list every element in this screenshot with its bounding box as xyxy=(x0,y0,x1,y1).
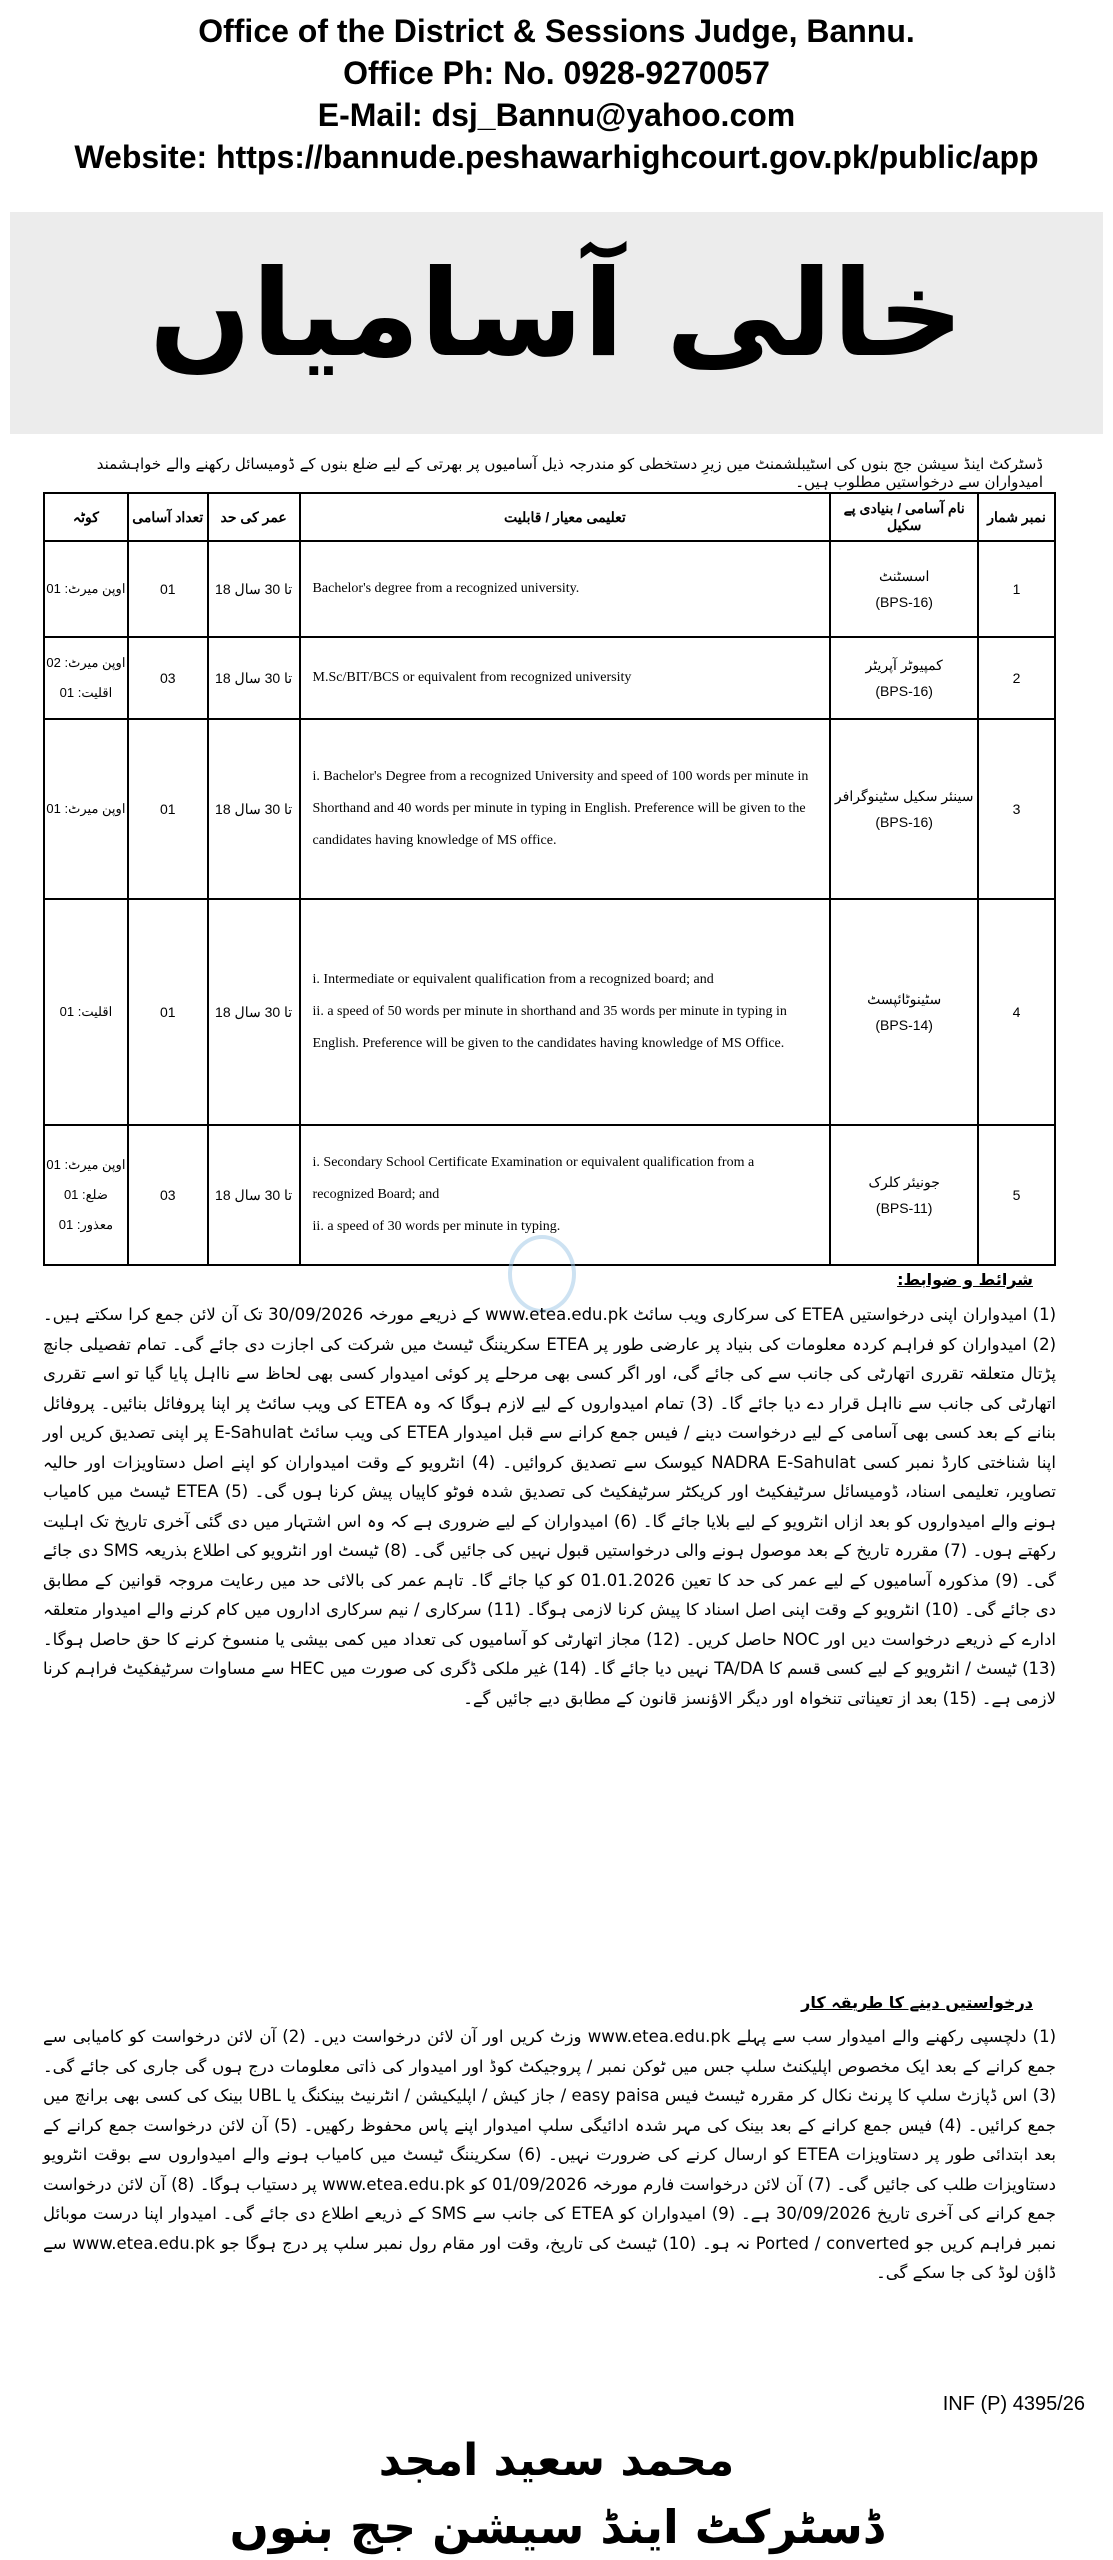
quota-line: معذور: 01 xyxy=(58,1217,114,1232)
office-website: Website: https://bannude.peshawarhighcourt.gov.pk/public/app xyxy=(74,139,1039,175)
post-scale: (BPS-11) xyxy=(875,1200,933,1216)
post-name: اسسٹنٹ xyxy=(879,568,930,584)
terms-heading: شرائط و ضوابط: xyxy=(897,1270,1033,1289)
method-body: (1) دلچسپی رکھنے والے امیدوار سب سے پہلے www.etea.edu.pk وزٹ کریں اور آن لائن درخواست دیں۔ (2) آن لائن درخواست کو کامیابی سے جمع کرانے کے بعد ایک مخصوص اپلیکنٹ سلپ جس میں ٹوکن نمبر / پروجیکٹ کوڈ اور امیدوار کی ذاتی معلومات درج ہوں گی جاری کی جائے گی۔ (3) اس ڈپازٹ سلپ کا پرنٹ نکال کر مقررہ ٹیسٹ فیس easy paisa / جاز کیش / اپلیکیشن / انٹرنیٹ بینکنگ یا UBL بینک کی کسی بھی برانچ میں جمع کرائیں۔ (4) فیس جمع کرانے کے بعد بینک کی مہر شدہ ادائیگی سلپ امیدوار اپنے پاس محفوظ رکھیں۔ (5) آن لائن درخواست جمع کرانے کے بعد ابتدائی طور پر دستاویزات ETEA کو ارسال کرنے کی ضرورت نہیں۔ (6) سکریننگ ٹیسٹ میں کامیاب ہونے والے امیدواروں سے بوقت انٹرویو دستاویزات طلب کی جائیں گی۔ (7) آن لائن درخواست فارم مورخہ 01/09/2026 کو www.etea.edu.pk پر دستیاب ہوگا۔ (8) آن لائن درخواست جمع کرانے کی آخری تاریخ 30/09/2026 ہے۔ (9) امیدواران کو ETEA کی جانب سے SMS کے ذریعے اطلاع دی جائے گی۔ امیدوار اپنا درست موبائل نمبر فراہم کریں جو Ported / converted نہ ہو۔ (10) ٹیسٹ کی تاریخ، وقت اور مقام رول نمبر سلپ پر درج ہوگا جو www.etea.edu.pk سے ڈاؤن لوڈ کی جا سکے گی۔ xyxy=(43,2027,1057,2282)
header-count: تعداد آسامی xyxy=(128,493,208,541)
serial-number: 2 xyxy=(978,637,1055,719)
qualification-text: M.Sc/BIT/BCS or equivalent from recognized university xyxy=(312,670,632,685)
quota-line: ضلع: 01 xyxy=(63,1187,108,1202)
office-name: Office of the District & Sessions Judge, Bannu. xyxy=(198,13,915,49)
serial-number: 4 xyxy=(978,899,1055,1125)
post-count: 01 xyxy=(128,899,208,1125)
method-heading: درخواستیں دینے کا طریقہ کار xyxy=(801,1993,1033,2012)
serial-number: 1 xyxy=(978,541,1055,637)
inf-number: INF (P) 4395/26 xyxy=(942,2393,1085,2415)
post-name: سینئر سکیل سٹینوگرافر xyxy=(834,788,974,804)
quota-line: اوپن میرٹ: 01 xyxy=(46,801,126,816)
header-quota: کوٹہ xyxy=(44,493,128,541)
post-count: 03 xyxy=(128,637,208,719)
header-sno: نمبر شمار xyxy=(978,493,1055,541)
qualification-text: i. Intermediate or equivalent qualification from a recognized board; and xyxy=(312,972,714,987)
qualification-text: i. Bachelor's Degree from a recognized University and speed of 100 words per minute in Shorthand and 40 words per minute in typing in English. Preference will be given to the candidates having knowledge of MS office. xyxy=(312,769,809,848)
post-count: 01 xyxy=(128,719,208,899)
header-qualification: تعلیمی معیار / قابلیت xyxy=(300,493,831,541)
age-limit: 18 تا 30 سال xyxy=(208,899,300,1125)
post-scale: (BPS-16) xyxy=(875,683,933,699)
vacancies-title: خالی آسامیاں xyxy=(149,245,964,384)
age-limit: 18 تا 30 سال xyxy=(208,719,300,899)
quota-line: اوپن میرٹ: 02 xyxy=(46,655,126,670)
quota-line: اقلیت: 01 xyxy=(59,1004,113,1019)
intro-text: ڈسٹرکٹ اینڈ سیشن جج بنوں کی اسٹیبلشمنٹ میں زیرِ دستخطی کو مندرجہ ذیل آسامیوں پر بھرتی کے لیے ضلع بنوں کے ڈومیسائل رکھنے والے خواہشمند امیدواران سے درخواستیں مطلوب ہیں۔ xyxy=(96,455,1043,491)
post-count: 03 xyxy=(128,1125,208,1265)
post-name: کمپیوٹر آپریٹر xyxy=(865,657,943,673)
qualification-text: ii. a speed of 30 words per minute in typing. xyxy=(312,1219,561,1234)
signatory-name: محمد سعید امجد xyxy=(378,2435,735,2486)
office-phone: Office Ph: No. 0928-9270057 xyxy=(343,55,770,91)
qualification-text: i. Secondary School Certificate Examination or equivalent qualification from a recognized Board; and xyxy=(312,1155,755,1202)
table-row xyxy=(44,719,1055,899)
qualification-text: ii. a speed of 50 words per minute in shorthand and 35 words per minute in typing in English. Preference will be given to the candidates having knowledge of MS Office. xyxy=(312,1004,787,1051)
terms-body: (1) امیدواران اپنی درخواستیں ETEA کی سرکاری ویب سائٹ www.etea.edu.pk کے ذریعے مورخہ 30/09/2026 تک آن لائن جمع کرا سکتے ہیں۔ (2) امیدواران کو فراہم کردہ معلومات کی بنیاد پر عارضی طور پر ETEA سکریننگ ٹیسٹ میں شرکت کی اجازت دی جائے گی۔ تمام تفصیلی جانچ پڑتال متعلقہ تقرری اتھارٹی کی جانب سے کی جائے گی، اور اگر کسی بھی مرحلے پر کوئی امیدوار کسی بھی لحاظ سے نااہل پایا گیا تو اسے تقرری اتھارٹی کی جانب سے نااہل قرار دے دیا جائے گا۔ (3) تمام امیدواروں کے لیے لازم ہوگا کہ وہ ETEA کی ویب سائٹ پر اپنا پروفائل بنائیں۔ پروفائل بنانے کے بعد کسی بھی آسامی کے لیے درخواست دینے / فیس جمع کرانے سے قبل امیدوار ETEA کی ویب سائٹ E-Sahulat پر اپنی تصدیق کریں اور اپنا شناختی کارڈ نمبر کسی NADRA E-Sahulat کیوسک سے تصدیق کروائیں۔ (4) انٹرویو کے وقت امیدواران کو اپنے اصل دستاویزات اور حالیہ تصاویر، تعلیمی اسناد، ڈومیسائل سرٹیفکیٹ اور کریکٹر سرٹیفکیٹ کی تصدیق شدہ فوٹو کاپیاں پیش کرنا ہوں گی۔ (5) ETEA ٹیسٹ میں کامیاب ہونے والے امیدواروں کو بعد ازاں انٹرویو کے لیے بلایا جائے گا۔ (6) امیدواران کے لیے ضروری ہے کہ وہ اس اشتہار میں دی گئی آخری تاریخ تک اہلیت رکھتے ہوں۔ (7) مقررہ تاریخ کے بعد موصول ہونے والی درخواستیں قبول نہیں کی جائیں گی۔ (8) ٹیسٹ اور انٹرویو کی اطلاع بذریعہ SMS دی جائے گی۔ (9) مذکورہ آسامیوں کے لیے عمر کی حد کا تعین 01.01.2026 کو کیا جائے گا۔ تاہم عمر کی بالائی حد میں رعایت مروجہ قوانین کے مطابق دی جائے گی۔ (10) انٹرویو کے وقت اپنی اصل اسناد کا پیش کرنا لازمی ہوگا۔ (11) سرکاری / نیم سرکاری اداروں میں کام کرنے والے امیدوار متعلقہ ادارے کے ذریعے درخواست دیں اور NOC حاصل کریں۔ (12) مجاز اتھارٹی کو آسامیوں کی تعداد میں کمی بیشی یا منسوخ کرنے کا حق حاصل ہوگا۔ (13) ٹیسٹ / انٹرویو کے لیے کسی قسم کا TA/DA نہیں دیا جائے گا۔ (14) غیر ملکی ڈگری کی صورت میں HEC سے مساوات سرٹیفکیٹ فراہم کرنا لازمی ہے۔ (15) بعد از تعیناتی تنخواہ اور دیگر الاؤنسز قانون کے مطابق دیے جائیں گے۔ xyxy=(43,1305,1057,1708)
table-row xyxy=(44,899,1055,1125)
serial-number: 5 xyxy=(978,1125,1055,1265)
post-scale: (BPS-16) xyxy=(875,594,933,610)
age-limit: 18 تا 30 سال xyxy=(208,637,300,719)
header-age: عمر کی حد xyxy=(208,493,300,541)
post-name: سٹینوٹائپسٹ xyxy=(867,991,942,1007)
table-row xyxy=(44,541,1055,637)
quota-line: اوپن میرٹ: 01 xyxy=(46,581,126,596)
vacancies-table xyxy=(43,492,1056,1266)
post-scale: (BPS-16) xyxy=(875,814,933,830)
post-scale: (BPS-14) xyxy=(875,1017,933,1033)
age-limit: 18 تا 30 سال xyxy=(208,541,300,637)
signatory-title: ڈسٹرکٹ اینڈ سیشن جج بنوں xyxy=(229,2500,884,2554)
office-header xyxy=(0,0,1113,178)
quota-line: اقلیت: 01 xyxy=(59,685,113,700)
quota-line: اوپن میرٹ: 01 xyxy=(46,1157,126,1172)
post-name: جونیئر کلرک xyxy=(868,1174,940,1190)
serial-number: 3 xyxy=(978,719,1055,899)
office-email: E-Mail: dsj_Bannu@yahoo.com xyxy=(317,97,796,133)
header-post: نام آسامی / بنیادی پے سکیل xyxy=(830,493,978,541)
table-header-row xyxy=(44,493,1055,541)
qualification-text: Bachelor's degree from a recognized university. xyxy=(312,581,580,596)
age-limit: 18 تا 30 سال xyxy=(208,1125,300,1265)
table-row xyxy=(44,637,1055,719)
post-count: 01 xyxy=(128,541,208,637)
